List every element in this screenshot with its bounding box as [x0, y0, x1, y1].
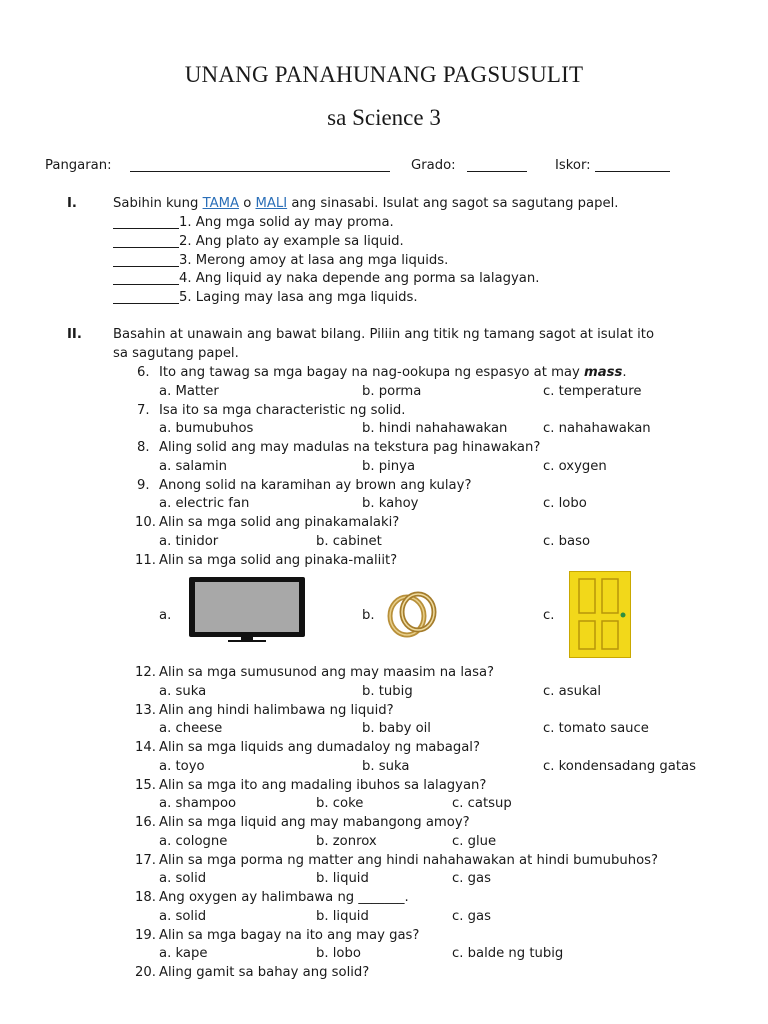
question-text: Alin sa mga liquid ang may mabangong amoy? — [159, 815, 470, 830]
answer-option[interactable]: a. suka — [159, 684, 207, 699]
tama-link[interactable]: TAMA — [202, 196, 240, 211]
question-text: Alin sa mga liquids ang dumadaloy ng mabagal? — [159, 740, 480, 755]
true-false-item: 1. Ang mga solid ay may proma. — [179, 215, 394, 230]
answer-option[interactable]: c. glue — [452, 834, 497, 849]
instr-pre: Sabihin kung — [113, 196, 203, 211]
answer-option[interactable]: b. suka — [362, 759, 410, 774]
question-number: 16. — [135, 815, 156, 830]
answer-option[interactable]: c. — [543, 608, 555, 623]
question-number: 17. — [135, 853, 156, 868]
answer-option[interactable]: c. nahahawakan — [543, 421, 651, 436]
earrings-image — [385, 586, 441, 642]
answer-option[interactable]: a. cheese — [159, 721, 223, 736]
answer-option[interactable]: a. Matter — [159, 384, 219, 399]
answer-option[interactable]: a. electric fan — [159, 496, 250, 511]
part-two-instructions-line1: Basahin at unawain ang bawat bilang. Piliin ang titik ng tamang sagot at isulat ito — [113, 327, 655, 342]
question-text: Alin sa mga bagay na ito ang may gas? — [159, 928, 420, 943]
score-blank[interactable] — [595, 171, 670, 172]
question-number: 8. — [137, 440, 150, 455]
question-text: Aling solid ang may madulas na tekstura pag hinawakan? — [159, 440, 541, 455]
answer-option[interactable]: c. oxygen — [543, 459, 607, 474]
page-title: UNANG PANAHUNANG PAGSUSULIT — [184, 62, 584, 87]
question-text: Aling gamit sa bahay ang solid? — [159, 965, 370, 980]
answer-option[interactable]: b. liquid — [316, 871, 369, 886]
door-image — [569, 571, 631, 658]
question-number: 7. — [137, 403, 150, 418]
answer-option[interactable]: c. temperature — [543, 384, 642, 399]
answer-option[interactable]: a. solid — [159, 871, 207, 886]
answer-option[interactable]: b. tubig — [362, 684, 413, 699]
question-number: 9. — [137, 478, 150, 493]
question-number: 19. — [135, 928, 156, 943]
instr-or: o — [239, 196, 256, 211]
question-number: 12. — [135, 665, 156, 680]
answer-blank[interactable] — [113, 247, 179, 248]
true-false-item: 5. Laging may lasa ang mga liquids. — [179, 290, 418, 306]
answer-option[interactable]: b. zonrox — [316, 834, 377, 849]
grade-blank[interactable] — [467, 171, 527, 172]
answer-option[interactable]: b. kahoy — [362, 496, 419, 511]
question-text: Isa ito sa mga characteristic ng solid. — [159, 403, 406, 418]
answer-option[interactable]: c. baso — [543, 534, 591, 549]
answer-option[interactable]: a. solid — [159, 909, 207, 924]
question-number: 20. — [135, 965, 156, 980]
question-text-mass: mass — [584, 365, 623, 380]
grade-label: Grado: — [411, 158, 456, 173]
page-subtitle: sa Science 3 — [327, 105, 441, 130]
question-number: 13. — [135, 703, 156, 718]
true-false-item: 4. Ang liquid ay naka depende ang porma sa lalagyan. — [179, 271, 540, 287]
question-text: Alin sa mga ito ang madaling ibuhos sa lalagyan? — [159, 778, 487, 793]
question-text: Alin sa mga solid ang pinakamalaki? — [159, 515, 400, 530]
answer-option[interactable]: a. tinidor — [159, 534, 219, 549]
answer-blank[interactable] — [113, 266, 179, 267]
answer-option[interactable]: a. shampoo — [159, 796, 237, 811]
question-text: Alin sa mga porma ng matter ang hindi nahahawakan at hindi bumubuhos? — [159, 853, 659, 868]
score-label: Iskor: — [555, 158, 591, 173]
answer-option[interactable]: a. salamin — [159, 459, 228, 474]
part-two-instructions-line2: sa sagutang papel. — [113, 346, 239, 361]
mali-link[interactable]: MALI — [255, 196, 288, 211]
part-one-numeral: I. — [67, 196, 77, 211]
question-number: 15. — [135, 778, 156, 793]
answer-blank[interactable] — [113, 303, 179, 304]
answer-option[interactable]: a. kape — [159, 946, 208, 961]
answer-blank[interactable] — [113, 284, 179, 285]
question-text: Alin sa mga solid ang pinaka-maliit? — [159, 553, 398, 568]
answer-option[interactable]: c. lobo — [543, 496, 587, 511]
answer-option[interactable]: b. hindi nahahawakan — [362, 421, 508, 436]
question-text-pre: Ito ang tawag sa mga bagay na nag-ookupa ng espasyo at may — [159, 365, 585, 380]
question-text: Alin sa mga sumusunod ang may maasim na lasa? — [159, 665, 495, 680]
answer-option[interactable]: a. toyo — [159, 759, 205, 774]
question-text: Alin ang hindi halimbawa ng liquid? — [159, 703, 394, 718]
answer-option[interactable]: a. bumubuhos — [159, 421, 254, 436]
question-number: 10. — [135, 515, 156, 530]
answer-option[interactable]: b. coke — [316, 796, 364, 811]
answer-option[interactable]: b. porma — [362, 384, 422, 399]
answer-option[interactable]: c. balde ng tubig — [452, 946, 564, 961]
answer-option[interactable]: b. cabinet — [316, 534, 382, 549]
true-false-item: 2. Ang plato ay example sa liquid. — [179, 233, 404, 249]
name-blank[interactable] — [130, 171, 390, 172]
answer-option[interactable]: c. gas — [452, 871, 491, 886]
answer-option[interactable]: a. — [159, 608, 172, 623]
answer-option[interactable]: c. tomato sauce — [543, 721, 649, 736]
instr-post: ang sinasabi. Isulat ang sagot sa sagutang papel. — [287, 196, 619, 211]
true-false-item: 3. Merong amoy at lasa ang mga liquids. — [179, 252, 449, 268]
answer-option[interactable]: c. gas — [452, 909, 491, 924]
name-label: Pangaran: — [45, 158, 112, 173]
question-text: Anong solid na karamihan ay brown ang kulay? — [159, 478, 472, 493]
part-two-numeral: II. — [67, 327, 82, 342]
answer-option[interactable]: b. lobo — [316, 946, 361, 961]
question-number: 6. — [137, 365, 150, 380]
part-one-instructions — [113, 197, 618, 210]
answer-option[interactable]: a. cologne — [159, 834, 228, 849]
question-text-post: . — [622, 365, 627, 380]
question-number: 14. — [135, 740, 156, 755]
question-text: Ang oxygen ay halimbawa ng _______. — [159, 890, 409, 905]
answer-option[interactable]: b. pinya — [362, 459, 416, 474]
answer-option[interactable]: c. catsup — [452, 796, 512, 811]
answer-option[interactable]: b. liquid — [316, 909, 369, 924]
answer-option[interactable]: c. kondensadang gatas — [543, 759, 696, 774]
answer-option[interactable]: c. asukal — [543, 684, 602, 699]
question-text — [159, 366, 627, 379]
question-number: 11. — [135, 553, 156, 568]
answer-option[interactable]: b. — [362, 608, 375, 623]
tv-image — [188, 576, 306, 646]
question-number: 18. — [135, 890, 156, 905]
answer-blank[interactable] — [113, 228, 179, 229]
answer-option[interactable]: b. baby oil — [362, 721, 431, 736]
